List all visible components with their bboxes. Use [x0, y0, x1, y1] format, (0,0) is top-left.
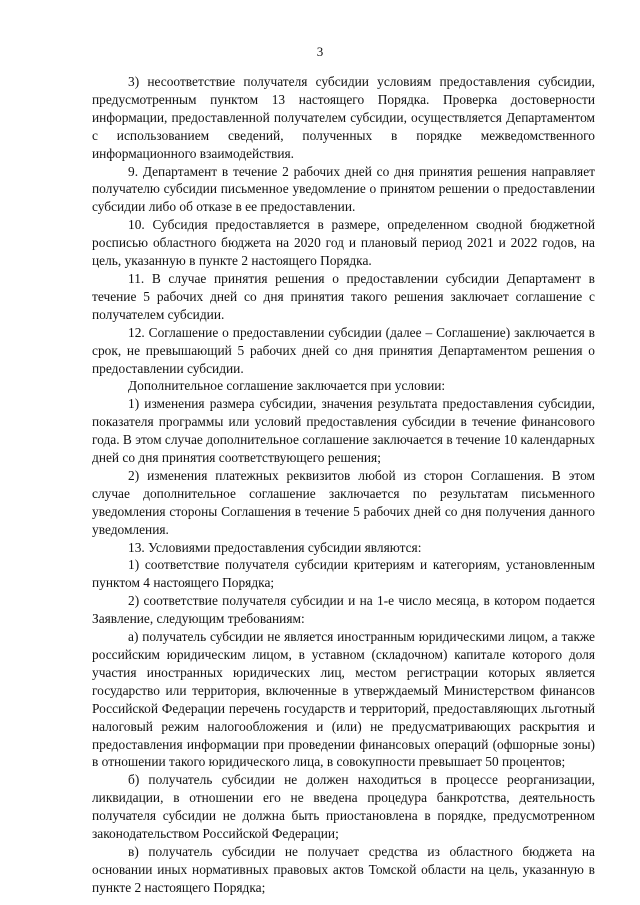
- paragraph-condition-1: 1) изменения размера субсидии, значения результата предоставления субсидии, показателя программы или условий предоставления субсидии в течение финансового года. В этом случае дополнительное соглашение заключается в течение 10 календарных дней со дня принятия соответствующего решения;: [92, 396, 595, 466]
- paragraph-clause-9: 9. Департамент в течение 2 рабочих дней со дня принятия решения направляет получателю субсидии письменное уведомление о принятом решении о предоставлении субсидии либо об отказе в ее предоставлении.: [92, 163, 595, 215]
- paragraph-requirement-2: 2) соответствие получателя субсидии и на 1-е число месяца, в котором подается Заявление, следующим требованиям:: [92, 593, 595, 627]
- paragraph-item-3: 3) несоответствие получателя субсидии условиям предоставления субсидии, предусмотренным пунктом 13 настоящего Порядка. Проверка достоверности информации, предоставленной получателем субсидии, осуществляется Департаментом с использованием сведений, полученных в порядке межведомственного информационного взаимодействия.: [92, 74, 595, 161]
- paragraph-subitem-v: в) получатель субсидии не получает средства из областного бюджета на основании иных нормативных правовых актов Томской области на цель, указанную в пункте 2 настоящего Порядка;: [92, 843, 595, 895]
- paragraph-requirement-1: 1) соответствие получателя субсидии критериям и категориям, установленным пунктом 4 настоящего Порядка;: [92, 557, 595, 591]
- paragraph-clause-11: 11. В случае принятия решения о предоставлении субсидии Департамент в течение 5 рабочих дней со дня принятия такого решения заключает соглашение с получателем субсидии.: [92, 270, 595, 322]
- paragraph-clause-12: 12. Соглашение о предоставлении субсидии (далее – Соглашение) заключается в срок, не превышающий 5 рабочих дней со дня принятия Департаментом решения о предоставлении субсидии.: [92, 324, 595, 376]
- paragraph-clause-13: 13. Условиями предоставления субсидии являются:: [128, 539, 422, 555]
- paragraph-subitem-b: б) получатель субсидии не должен находиться в процессе реорганизации, ликвидации, в отношении его не введена процедура банкротства, деятельность получателя субсидии не должна быть приостановлена в порядке, предусмотренном законодательством Российской Федерации;: [92, 772, 595, 842]
- document-body: [92, 73, 595, 897]
- paragraph-additional-agreement: Дополнительное соглашение заключается при условии:: [128, 378, 446, 394]
- paragraph-condition-2: 2) изменения платежных реквизитов любой из сторон Соглашения. В этом случае дополнительное соглашение заключается по результатам письменного уведомления стороны Соглашения в течение 5 рабочих дней со дня получения данного уведомления.: [92, 467, 595, 537]
- page-number: 3: [316, 44, 324, 59]
- paragraph-clause-10: 10. Субсидия предоставляется в размере, определенном сводной бюджетной росписью областного бюджета на 2020 год и плановый период 2021 и 2022 годов, на цель, указанную в пункте 2 настоящего Порядка.: [92, 217, 595, 269]
- paragraph-subitem-a: а) получатель субсидии не является иностранным юридическими лицом, а также российским юридическим лицом, в уставном (складочном) капитале которого доля участия иностранных юридических лиц, местом регистрации которых является государство или территория, включенные в утверждаемый Министерством финансов Российской Федерации перечень государств и территорий, предоставляющих льготный налоговый режим налогообложения и (или) не предусматривающих раскрытия и предоставления информации при проведении финансовых операций (офшорные зоны) в отношении такого юридического лица, в совокупности превышает 50 процентов;: [92, 629, 595, 770]
